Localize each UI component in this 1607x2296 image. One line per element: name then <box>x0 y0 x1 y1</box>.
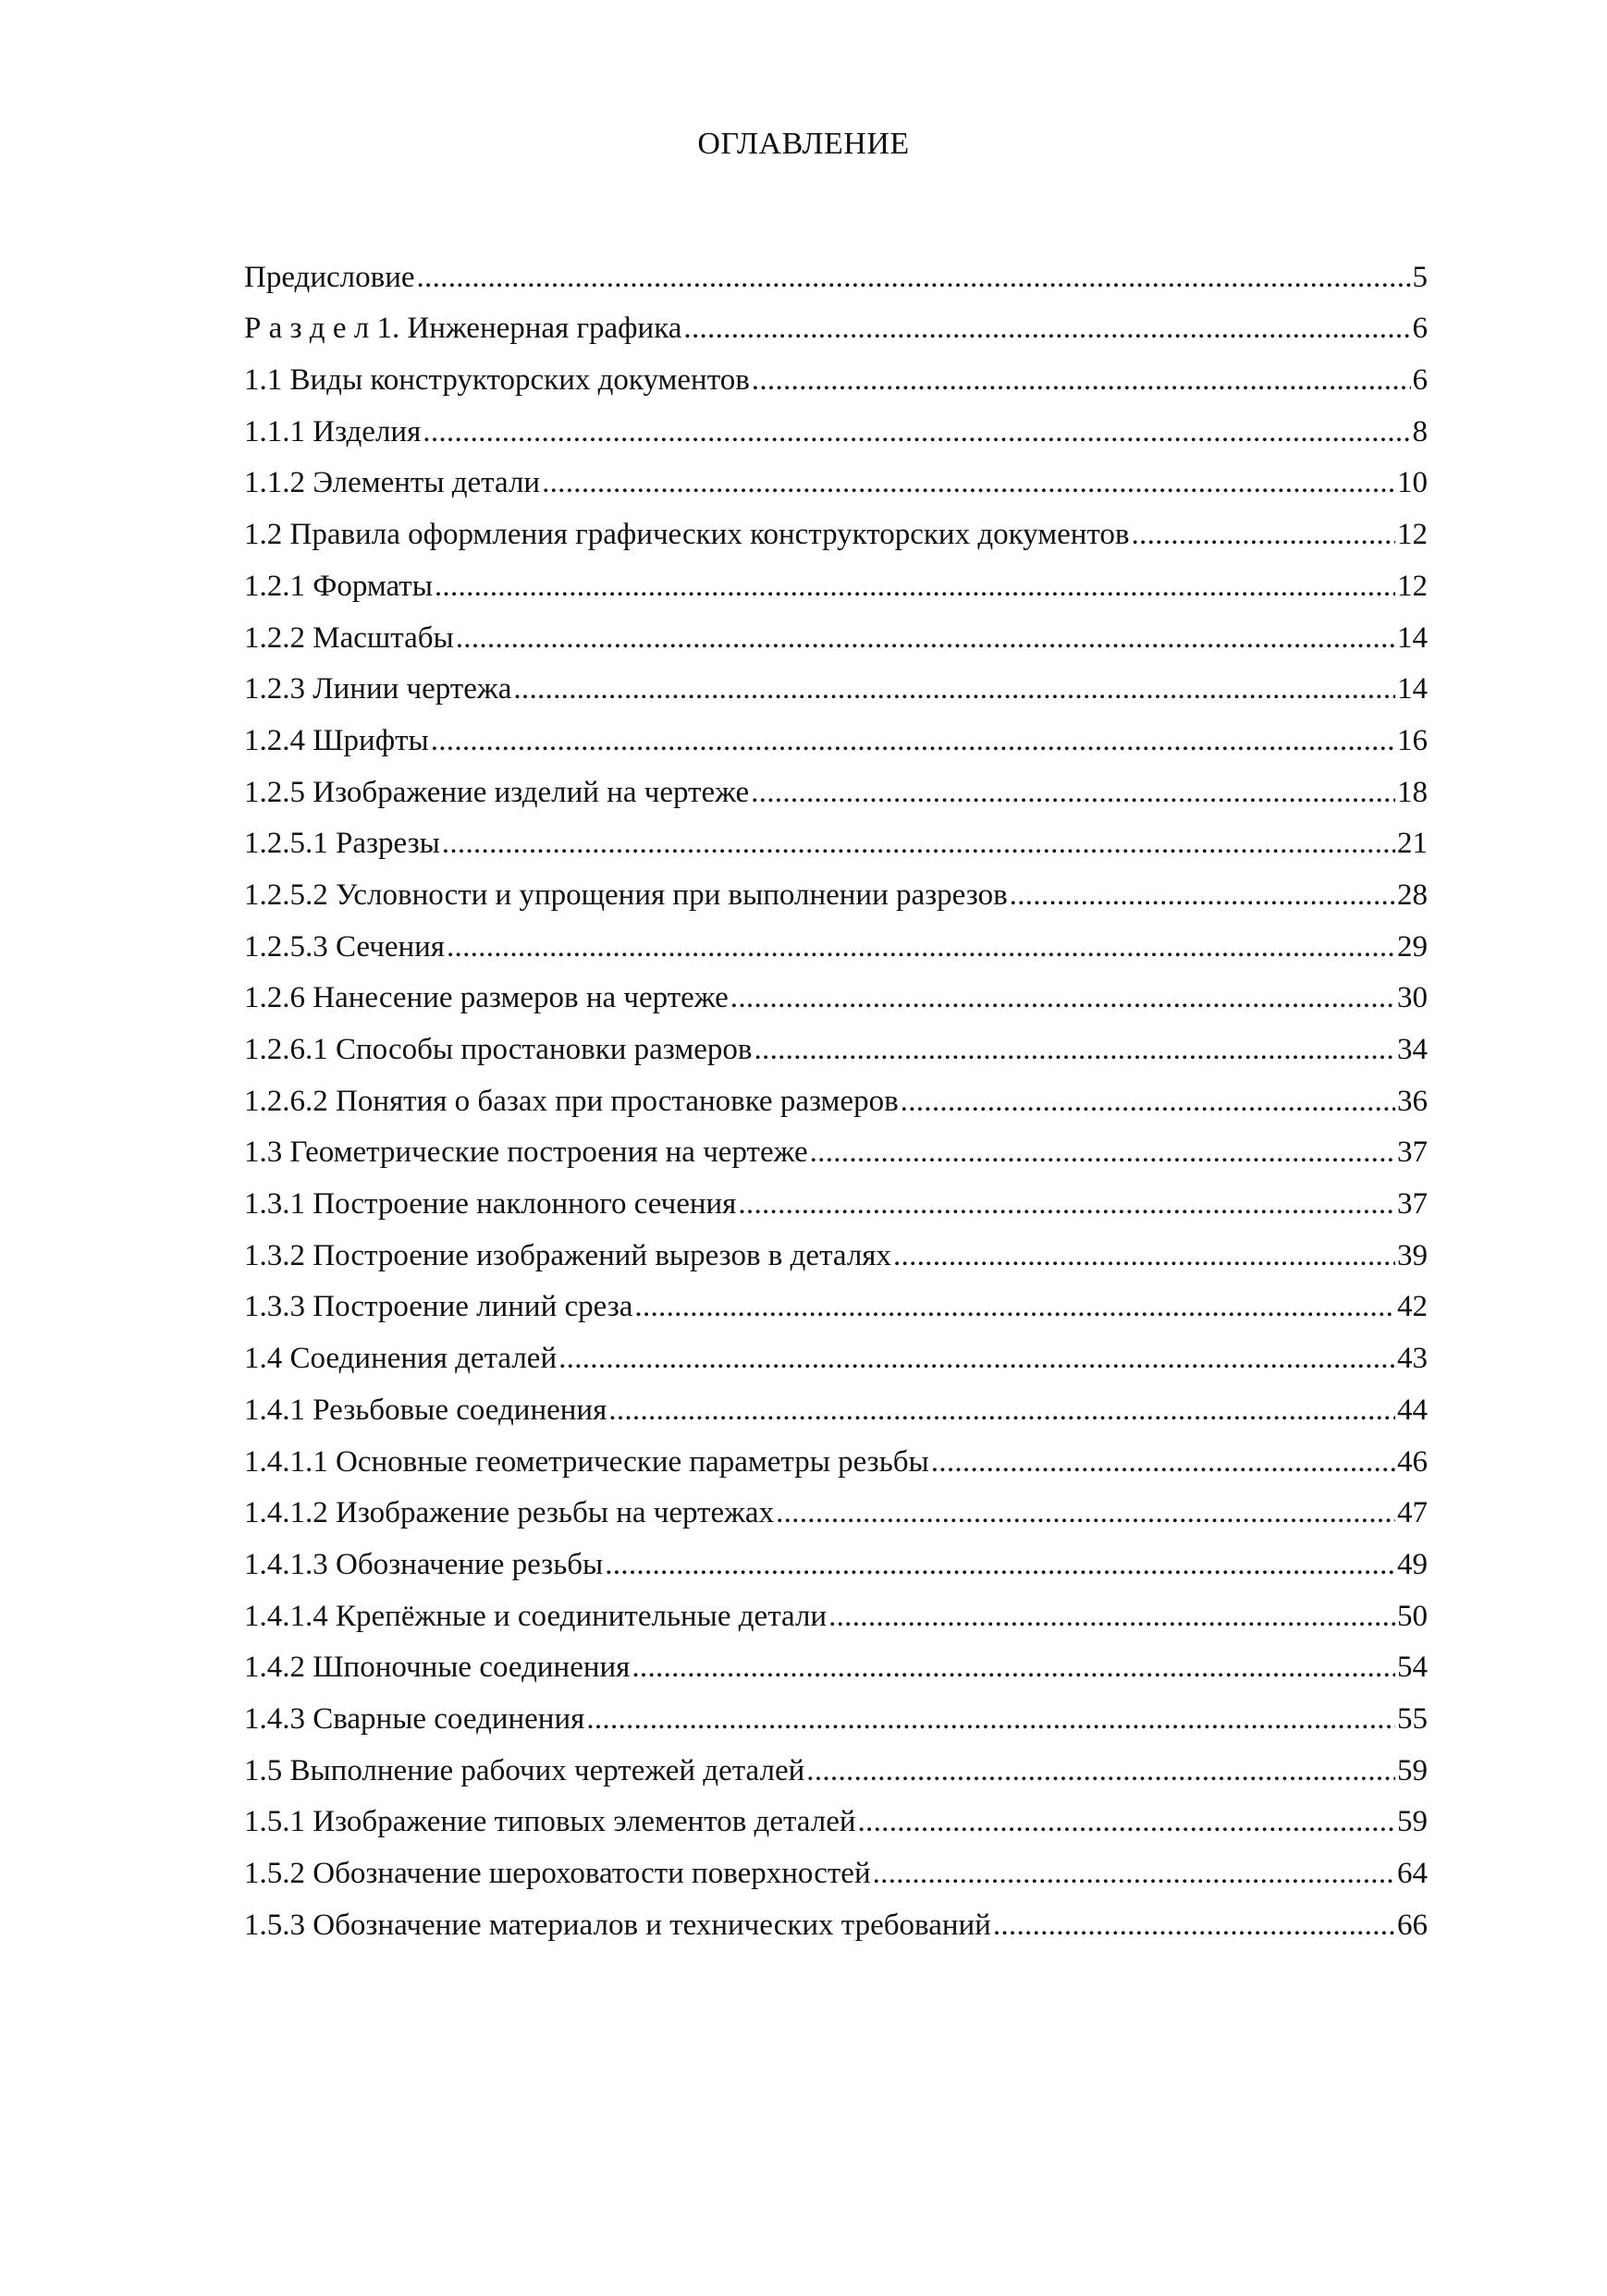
toc-dot-leader <box>608 1392 1395 1429</box>
toc-dot-leader <box>931 1443 1395 1480</box>
toc-dot-leader <box>542 464 1395 501</box>
toc-entry-title: 1.5.3 Обозначение материалов и технических требований <box>244 1908 991 1942</box>
toc-entry <box>244 1068 1428 1120</box>
toc-dot-leader <box>558 1340 1395 1377</box>
toc-entry-title: 1.2.5.2 Условности и упрощения при выполнении разрезов <box>244 878 1008 912</box>
toc-entry-page: 55 <box>1397 1701 1428 1736</box>
toc-entry <box>244 399 1428 450</box>
toc-entry <box>244 605 1428 657</box>
toc-entry-page: 5 <box>1412 260 1428 294</box>
toc-dot-leader <box>754 1031 1395 1068</box>
toc-entry-page: 59 <box>1397 1753 1428 1787</box>
toc-entry-page: 50 <box>1397 1599 1428 1633</box>
toc-entry-title: 1.4 Соединения деталей <box>244 1342 558 1376</box>
toc-entry-page: 44 <box>1397 1393 1428 1427</box>
toc-entry-title: 1.2.5 Изображение изделий на чертеже <box>244 775 750 809</box>
toc-entry <box>244 1429 1428 1480</box>
toc-entry-title: 1.3.1 Построение наклонного сечения <box>244 1187 737 1222</box>
toc-entry-page: 66 <box>1397 1908 1428 1942</box>
toc-entry-title: 1.2.3 Линии чертежа <box>244 672 512 706</box>
toc-entry-title: Предисловие <box>244 260 415 294</box>
toc-entry-page: 39 <box>1397 1238 1428 1272</box>
toc-entry-page: 34 <box>1397 1033 1428 1066</box>
toc-entry-title: 1.2.5.1 Разрезы <box>244 827 440 861</box>
toc-entry-page: 12 <box>1397 518 1428 552</box>
toc-entry-page: 10 <box>1397 466 1428 500</box>
toc-entry-page: 36 <box>1397 1084 1428 1118</box>
toc-entry <box>244 1377 1428 1429</box>
toc-entry <box>244 1274 1428 1326</box>
toc-entry <box>244 1325 1428 1377</box>
toc-entry-title: 1.4.1 Резьбовые соединения <box>244 1393 607 1427</box>
toc-entry <box>244 1222 1428 1274</box>
toc-dot-leader <box>442 825 1395 862</box>
toc-entry-title: 1.3.2 Построение изображений вырезов в деталях <box>244 1238 891 1272</box>
toc-entry-title: 1.2.4 Шрифты <box>244 723 429 757</box>
toc-entry <box>244 1120 1428 1172</box>
toc-entry-page: 54 <box>1397 1651 1428 1685</box>
toc-entry <box>244 1737 1428 1789</box>
toc-entry-page: 43 <box>1397 1342 1428 1376</box>
toc-dot-leader <box>751 774 1395 811</box>
toc-entry-page: 18 <box>1397 775 1428 809</box>
toc-entry <box>244 1840 1428 1892</box>
toc-dot-leader <box>810 1134 1395 1171</box>
toc-entry-title: 1.1.1 Изделия <box>244 414 422 448</box>
toc-entry-page: 14 <box>1397 672 1428 706</box>
toc-entry-title: 1.1.2 Элементы детали <box>244 466 541 500</box>
toc-entry <box>244 450 1428 502</box>
toc-entry-page: 49 <box>1397 1547 1428 1581</box>
toc-dot-leader <box>417 259 1411 296</box>
toc-entry-title: 1.1 Виды конструкторских документов <box>244 363 750 398</box>
toc-entry <box>244 1635 1428 1687</box>
toc-entry-title: 1.2.1 Форматы <box>244 569 433 603</box>
toc-entry <box>244 1531 1428 1583</box>
toc-dot-leader <box>634 1288 1395 1325</box>
toc-entry-page: 6 <box>1412 363 1428 398</box>
toc-entry <box>244 965 1428 1017</box>
toc-entry-page: 64 <box>1397 1857 1428 1890</box>
toc-entry-page: 6 <box>1412 312 1428 346</box>
toc-dot-leader <box>873 1855 1395 1892</box>
toc-entry <box>244 1171 1428 1222</box>
toc-entry-title: 1.3.3 Построение линий среза <box>244 1290 633 1324</box>
toc-entry <box>244 759 1428 811</box>
toc-entry <box>244 862 1428 914</box>
toc-entry-title: 1.2.5.3 Сечения <box>244 929 445 964</box>
toc-entry-page: 14 <box>1397 620 1428 655</box>
toc-entry-page: 8 <box>1412 414 1428 448</box>
toc-entry-page: 21 <box>1397 827 1428 861</box>
toc-entry-title: 1.2.6 Нанесение размеров на чертеже <box>244 981 729 1015</box>
toc-entry-title: 1.5.1 Изображение типовых элементов деталей <box>244 1805 856 1839</box>
toc-entry-title: Р а з д е л 1. Инженерная графика <box>244 312 682 346</box>
toc-entry-page: 30 <box>1397 981 1428 1015</box>
toc-entry-page: 28 <box>1397 878 1428 912</box>
toc-entry <box>244 501 1428 553</box>
toc-dot-leader <box>858 1803 1396 1840</box>
toc-dot-leader <box>1010 877 1395 914</box>
toc-entry-title: 1.4.1.4 Крепёжные и соединительные детали <box>244 1599 828 1633</box>
toc-dot-leader <box>806 1752 1395 1789</box>
toc-entry-title: 1.4.1.3 Обозначение резьбы <box>244 1547 604 1581</box>
toc-dot-leader <box>423 413 1410 450</box>
toc-entry-title: 1.4.3 Сварные соединения <box>244 1701 585 1736</box>
toc-entry <box>244 1583 1428 1635</box>
toc-entry-page: 16 <box>1397 723 1428 757</box>
toc-entry-page: 37 <box>1397 1187 1428 1222</box>
toc-dot-leader <box>993 1907 1395 1944</box>
toc-entry-title: 1.4.1.1 Основные геометрические параметры резьбы <box>244 1444 929 1479</box>
toc-dot-leader <box>752 362 1411 399</box>
toc-entry-title: 1.5 Выполнение рабочих чертежей деталей <box>244 1753 805 1787</box>
toc-dot-leader <box>586 1701 1395 1737</box>
toc-entry-page: 46 <box>1397 1444 1428 1479</box>
toc-entry <box>244 347 1428 399</box>
page-title: ОГЛАВЛЕНИЕ <box>697 127 910 161</box>
toc-dot-leader <box>828 1598 1395 1635</box>
toc-entry <box>244 1686 1428 1737</box>
toc-dot-leader <box>605 1546 1395 1583</box>
toc-dot-leader <box>738 1185 1395 1222</box>
toc-entry-title: 1.3 Геометрические построения на чертеже <box>244 1136 808 1170</box>
toc-entry <box>244 244 1428 296</box>
toc-dot-leader <box>431 722 1395 759</box>
toc-dot-leader <box>1132 516 1396 553</box>
toc-dot-leader <box>513 670 1395 707</box>
toc-dot-leader <box>893 1237 1395 1274</box>
toc-entry <box>244 657 1428 708</box>
toc-entry-title: 1.4.1.2 Изображение резьбы на чертежах <box>244 1496 775 1530</box>
toc-dot-leader <box>435 568 1395 605</box>
toc-entry <box>244 811 1428 863</box>
toc-entry-page: 29 <box>1397 929 1428 964</box>
toc-entry-title: 1.5.2 Обозначение шероховатости поверхностей <box>244 1857 871 1890</box>
toc-entry <box>244 914 1428 965</box>
toc-entry <box>244 1892 1428 1944</box>
toc-entry-page: 12 <box>1397 569 1428 603</box>
toc-entry-page: 59 <box>1397 1805 1428 1839</box>
toc-entry-title: 1.2.6.2 Понятия о базах при простановке размеров <box>244 1084 899 1118</box>
toc-entry <box>244 1016 1428 1068</box>
toc-dot-leader <box>901 1083 1395 1120</box>
toc-entry <box>244 1789 1428 1841</box>
toc-entry-page: 42 <box>1397 1290 1428 1324</box>
toc-dot-leader <box>456 620 1395 657</box>
toc-dot-leader <box>447 928 1395 965</box>
toc-dot-leader <box>683 310 1410 347</box>
toc-entry-title: 1.2 Правила оформления графических конструкторских документов <box>244 518 1130 552</box>
toc-entry-title: 1.4.2 Шпоночные соединения <box>244 1651 631 1685</box>
toc-entry-title: 1.2.6.1 Способы простановки размеров <box>244 1033 753 1066</box>
toc-dot-leader <box>776 1494 1395 1531</box>
toc-entry <box>244 1480 1428 1532</box>
toc-entry-page: 47 <box>1397 1496 1428 1530</box>
toc-dot-leader <box>632 1649 1395 1686</box>
toc-entry <box>244 296 1428 348</box>
toc-entry <box>244 707 1428 759</box>
toc-dot-leader <box>730 979 1395 1016</box>
toc-entry-title: 1.2.2 Масштабы <box>244 620 454 655</box>
toc-entry <box>244 553 1428 605</box>
toc-entry-page: 37 <box>1397 1136 1428 1170</box>
table-of-contents <box>244 244 1428 1944</box>
